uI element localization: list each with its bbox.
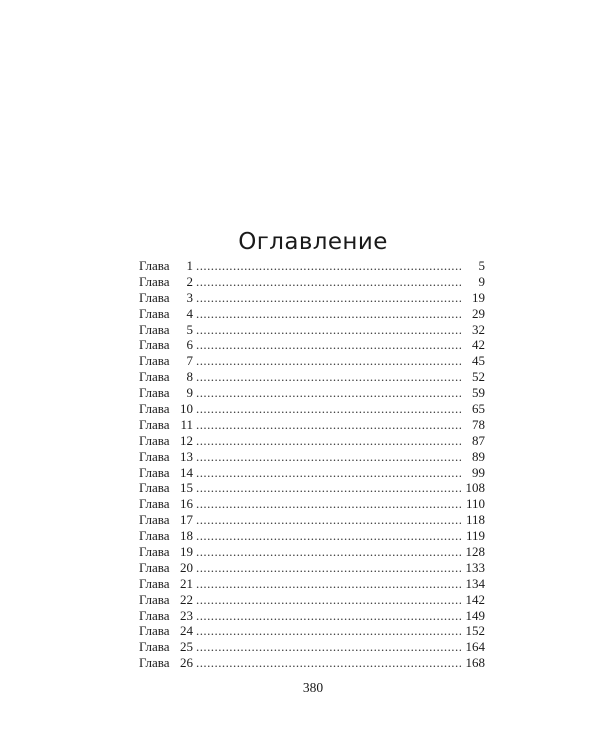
toc-chapter-number: 10	[180, 401, 193, 417]
toc-chapter-label	[139, 560, 193, 576]
toc-page-number: 149	[465, 607, 485, 623]
dot-leader	[196, 592, 461, 608]
toc-chapter-label	[139, 449, 193, 465]
toc-chapter-label	[139, 465, 193, 481]
toc-page-number: 45	[472, 353, 485, 369]
toc-page-number: 164	[465, 639, 485, 655]
toc-page-number: 99	[472, 464, 485, 480]
dot-leader	[196, 306, 461, 322]
toc-entry	[139, 512, 485, 528]
toc-entry	[139, 544, 485, 560]
dot-leader	[196, 655, 461, 671]
toc-chapter-word: Глава	[139, 512, 170, 528]
toc-chapter-word: Глава	[139, 607, 170, 623]
toc-entry	[139, 433, 485, 449]
toc-page-number: 52	[472, 369, 485, 385]
toc-entry	[139, 623, 485, 639]
table-of-contents	[139, 258, 485, 671]
toc-chapter-word: Глава	[139, 273, 170, 289]
toc-chapter-number: 4	[186, 305, 193, 321]
toc-chapter-number: 3	[186, 289, 193, 305]
toc-entry	[139, 655, 485, 671]
toc-entry	[139, 401, 485, 417]
dot-leader	[196, 322, 461, 338]
toc-chapter-word: Глава	[139, 289, 170, 305]
toc-page-number: 142	[465, 591, 485, 607]
toc-chapter-word: Глава	[139, 544, 170, 560]
toc-chapter-number: 25	[180, 639, 193, 655]
toc-chapter-word: Глава	[139, 623, 170, 639]
toc-chapter-word: Глава	[139, 559, 170, 575]
toc-chapter-word: Глава	[139, 655, 170, 671]
toc-chapter-word: Глава	[139, 258, 170, 273]
toc-chapter-label	[139, 592, 193, 608]
toc-page-number: 5	[478, 258, 485, 273]
toc-entry	[139, 322, 485, 338]
toc-chapter-number: 12	[180, 432, 193, 448]
toc-chapter-number: 16	[180, 496, 193, 512]
dot-leader	[196, 290, 461, 306]
toc-entry	[139, 290, 485, 306]
toc-chapter-number: 11	[180, 416, 193, 432]
toc-page-number: 19	[472, 289, 485, 305]
toc-chapter-word: Глава	[139, 369, 170, 385]
dot-leader	[196, 433, 461, 449]
toc-chapter-word: Глава	[139, 401, 170, 417]
toc-chapter-label	[139, 290, 193, 306]
toc-chapter-number: 8	[186, 369, 193, 385]
dot-leader	[196, 417, 461, 433]
toc-page-number: 128	[465, 544, 485, 560]
toc-page-number: 87	[472, 432, 485, 448]
toc-chapter-label	[139, 433, 193, 449]
toc-chapter-label	[139, 480, 193, 496]
dot-leader	[196, 401, 461, 417]
toc-chapter-label	[139, 337, 193, 353]
dot-leader	[196, 337, 461, 353]
dot-leader	[196, 496, 461, 512]
toc-chapter-label	[139, 322, 193, 338]
toc-chapter-label	[139, 353, 193, 369]
toc-page-number: 32	[472, 321, 485, 337]
toc-chapter-word: Глава	[139, 432, 170, 448]
toc-chapter-label	[139, 623, 193, 639]
toc-chapter-label	[139, 512, 193, 528]
toc-chapter-number: 18	[180, 528, 193, 544]
dot-leader	[196, 369, 461, 385]
toc-entry	[139, 385, 485, 401]
dot-leader	[196, 544, 461, 560]
toc-chapter-word: Глава	[139, 305, 170, 321]
toc-chapter-number: 15	[180, 480, 193, 496]
toc-chapter-word: Глава	[139, 464, 170, 480]
toc-page-number: 119	[465, 528, 485, 544]
toc-chapter-number: 1	[186, 258, 193, 273]
toc-entry	[139, 417, 485, 433]
toc-entry	[139, 528, 485, 544]
dot-leader	[196, 385, 461, 401]
toc-page-number: 134	[465, 575, 485, 591]
toc-chapter-label	[139, 528, 193, 544]
toc-page-number: 59	[472, 385, 485, 401]
toc-chapter-word: Глава	[139, 353, 170, 369]
toc-chapter-label	[139, 417, 193, 433]
toc-chapter-number: 26	[180, 655, 193, 671]
toc-chapter-word: Глава	[139, 528, 170, 544]
toc-chapter-label	[139, 306, 193, 322]
toc-page-number: 65	[472, 401, 485, 417]
page-title: Оглавление	[238, 229, 388, 256]
toc-chapter-label	[139, 258, 193, 274]
toc-chapter-word: Глава	[139, 591, 170, 607]
toc-chapter-number: 9	[186, 385, 193, 401]
toc-chapter-word: Глава	[139, 639, 170, 655]
toc-chapter-number: 20	[180, 559, 193, 575]
toc-entry	[139, 639, 485, 655]
toc-chapter-number: 6	[186, 337, 193, 353]
toc-chapter-number: 5	[186, 321, 193, 337]
dot-leader	[196, 560, 461, 576]
toc-chapter-word: Глава	[139, 575, 170, 591]
toc-page-number: 110	[465, 496, 485, 512]
toc-chapter-label	[139, 655, 193, 671]
toc-entry	[139, 353, 485, 369]
toc-entry	[139, 592, 485, 608]
toc-chapter-number: 19	[180, 544, 193, 560]
dot-leader	[196, 639, 461, 655]
toc-page-number: 42	[472, 337, 485, 353]
toc-chapter-word: Глава	[139, 448, 170, 464]
dot-leader	[196, 258, 461, 274]
toc-chapter-label	[139, 496, 193, 512]
toc-entry	[139, 496, 485, 512]
toc-entry	[139, 449, 485, 465]
toc-entry	[139, 576, 485, 592]
toc-page-number: 118	[465, 512, 485, 528]
toc-entry	[139, 274, 485, 290]
toc-chapter-word: Глава	[139, 385, 170, 401]
toc-entry	[139, 369, 485, 385]
dot-leader	[196, 512, 461, 528]
dot-leader	[196, 353, 461, 369]
dot-leader	[196, 480, 461, 496]
toc-chapter-label	[139, 274, 193, 290]
toc-page-number: 9	[478, 273, 485, 289]
toc-chapter-word: Глава	[139, 496, 170, 512]
page-number: 380	[302, 680, 324, 695]
toc-page-number: 89	[472, 448, 485, 464]
toc-chapter-number: 2	[186, 273, 193, 289]
toc-entry	[139, 480, 485, 496]
toc-chapter-number: 24	[180, 623, 193, 639]
dot-leader	[196, 449, 461, 465]
dot-leader	[196, 576, 461, 592]
toc-entry	[139, 465, 485, 481]
toc-chapter-label	[139, 576, 193, 592]
toc-chapter-number: 14	[180, 464, 193, 480]
toc-entry	[139, 560, 485, 576]
dot-leader	[196, 623, 461, 639]
toc-page-number: 108	[465, 480, 485, 496]
dot-leader	[196, 465, 461, 481]
toc-chapter-label	[139, 639, 193, 655]
toc-entry	[139, 337, 485, 353]
dot-leader	[196, 608, 461, 624]
toc-page-number: 78	[472, 416, 485, 432]
toc-entry	[139, 608, 485, 624]
toc-chapter-number: 21	[180, 575, 193, 591]
toc-chapter-label	[139, 385, 193, 401]
toc-chapter-number: 17	[180, 512, 193, 528]
toc-chapter-number: 7	[186, 353, 193, 369]
toc-page-number: 133	[465, 559, 485, 575]
toc-page-number: 152	[465, 623, 485, 639]
toc-chapter-number: 23	[180, 607, 193, 623]
toc-entry	[139, 306, 485, 322]
dot-leader	[196, 274, 461, 290]
toc-chapter-label	[139, 401, 193, 417]
toc-entry	[139, 258, 485, 274]
toc-chapter-word: Глава	[139, 480, 170, 496]
toc-page-number: 168	[465, 655, 485, 671]
dot-leader	[196, 528, 461, 544]
toc-chapter-label	[139, 369, 193, 385]
toc-chapter-number: 22	[180, 591, 193, 607]
toc-page-number: 29	[472, 305, 485, 321]
toc-chapter-word: Глава	[139, 416, 170, 432]
toc-chapter-number: 13	[180, 448, 193, 464]
toc-chapter-word: Глава	[139, 337, 170, 353]
toc-chapter-label	[139, 608, 193, 624]
toc-chapter-label	[139, 544, 193, 560]
toc-chapter-word: Глава	[139, 321, 170, 337]
